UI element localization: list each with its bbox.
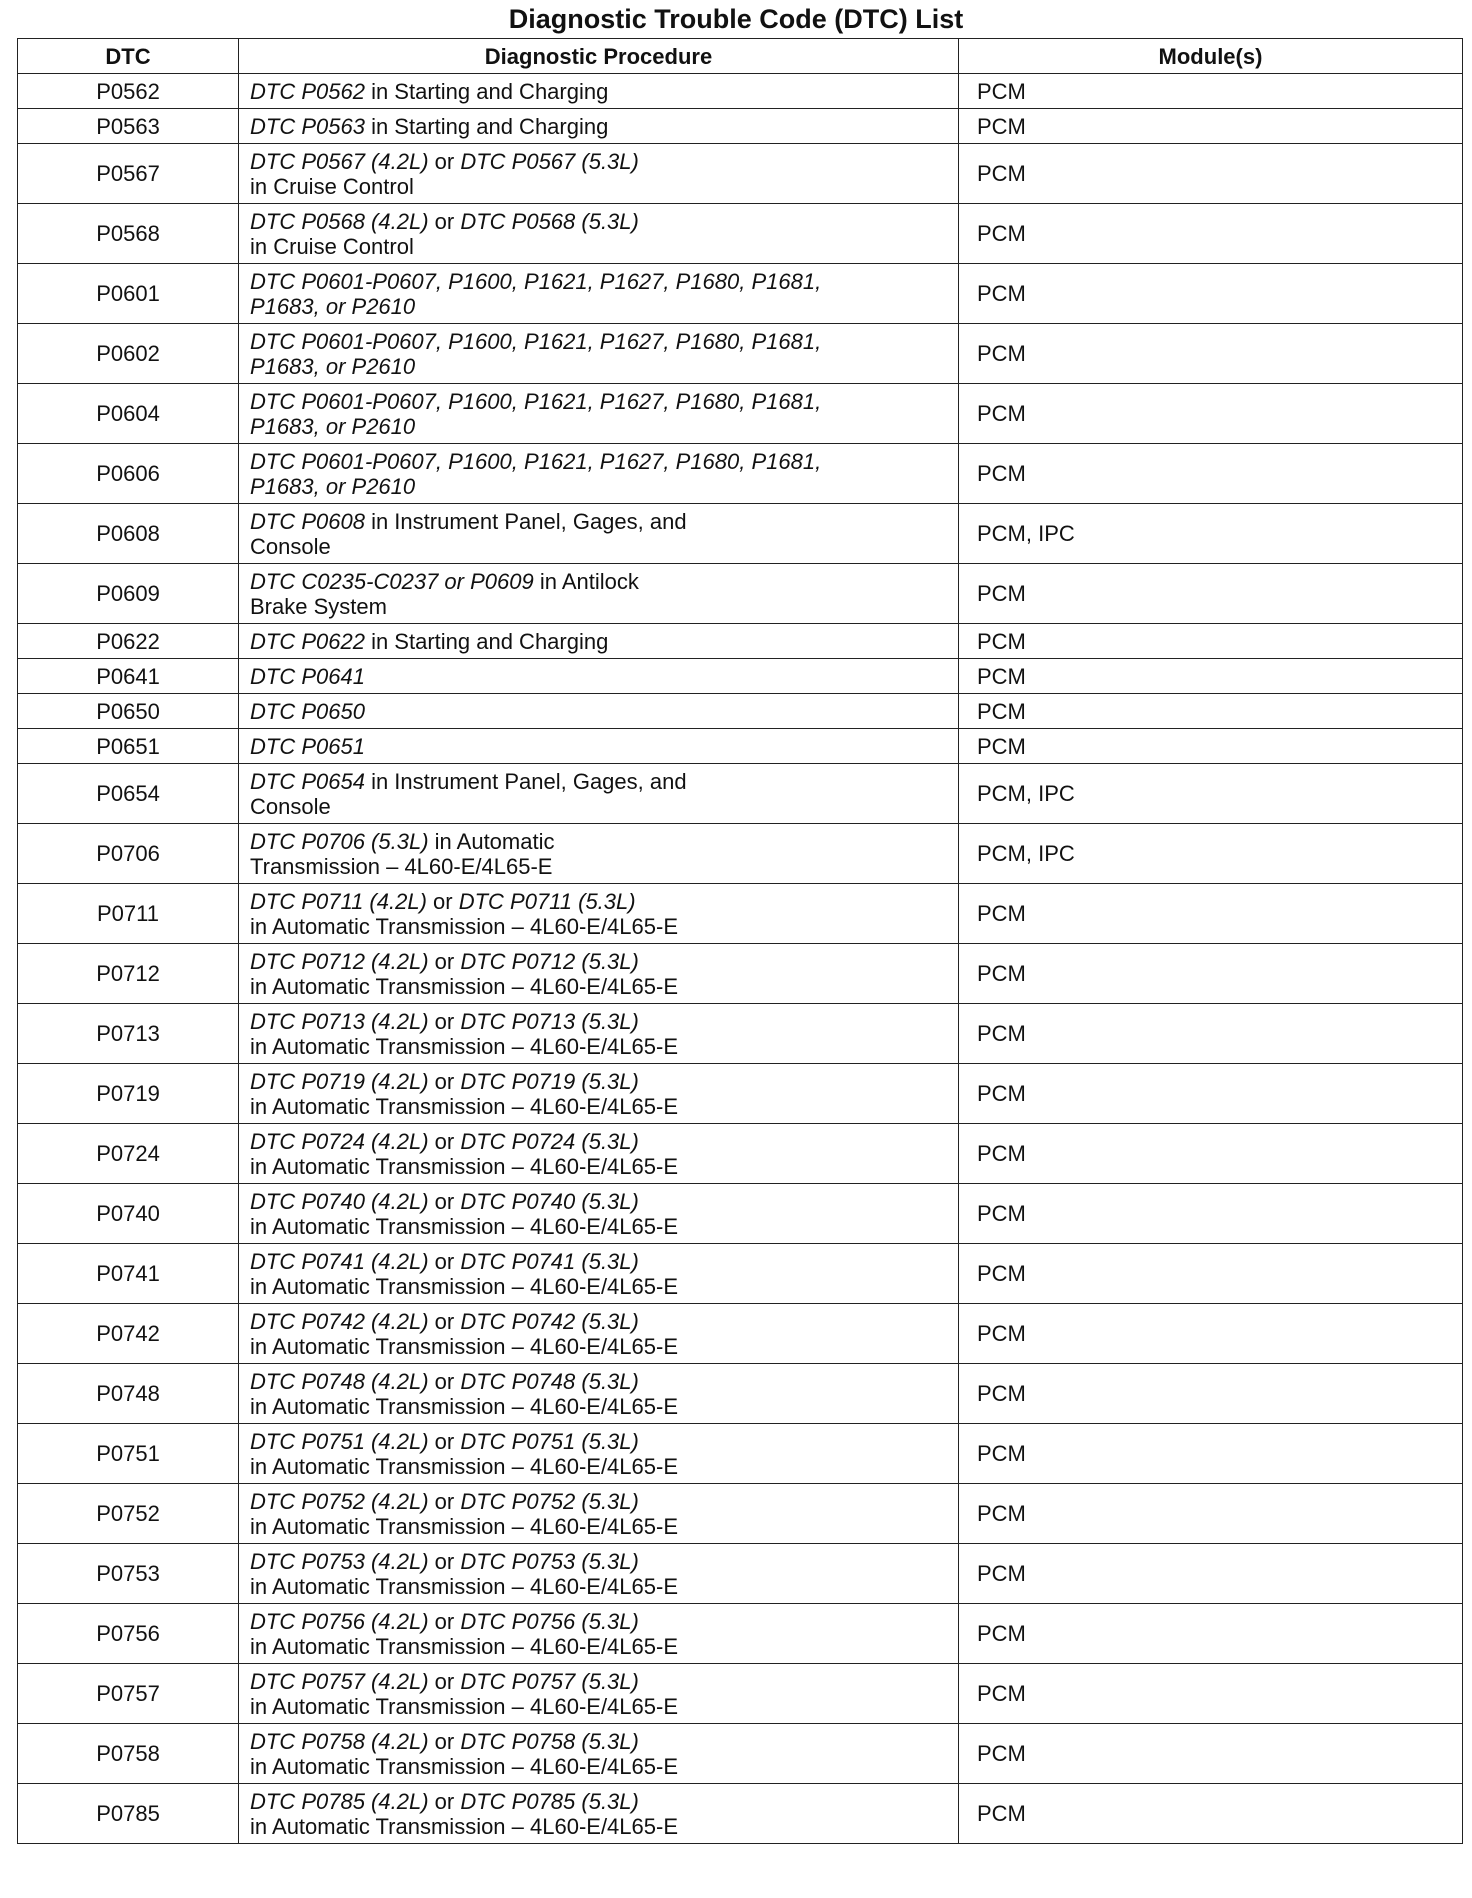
procedure-reference: DTC P0752 (4.2L): [250, 1488, 429, 1514]
procedure-reference: DTC P0711 (5.3L): [458, 888, 636, 914]
table-row: [18, 324, 1463, 384]
procedure-reference: DTC P0711 (4.2L): [250, 888, 427, 914]
procedure-reference: DTC P0712 (5.3L): [460, 948, 639, 974]
procedure-text: in Automatic Transmission – 4L60-E/4L65-E: [250, 1693, 679, 1719]
diagnostic-procedure: [239, 659, 959, 694]
procedure-text: or: [428, 1248, 461, 1274]
procedure-reference: DTC P0756 (5.3L): [460, 1608, 639, 1634]
procedure-text: in Instrument Panel, Gages, and Console: [250, 508, 687, 559]
procedure-reference: DTC P0751 (5.3L): [460, 1428, 639, 1454]
modules: PCM: [959, 324, 1463, 384]
table-row: [18, 1724, 1463, 1784]
dtc-code: P0756: [18, 1604, 239, 1664]
diagnostic-procedure: [239, 109, 959, 144]
dtc-code: P0740: [18, 1184, 239, 1244]
diagnostic-procedure: [239, 1544, 959, 1604]
modules: PCM: [959, 729, 1463, 764]
table-row: [18, 1064, 1463, 1124]
procedure-text: in Automatic Transmission – 4L60-E/4L65-E: [250, 1453, 679, 1479]
procedure-reference: DTC P0741 (5.3L): [460, 1248, 639, 1274]
table-row: [18, 1664, 1463, 1724]
page-title: Diagnostic Trouble Code (DTC) List: [508, 4, 964, 34]
table-row: [18, 384, 1463, 444]
modules: PCM: [959, 1064, 1463, 1124]
dtc-code: P0719: [18, 1064, 239, 1124]
modules: PCM: [959, 1124, 1463, 1184]
procedure-reference: DTC P0741 (4.2L): [250, 1248, 429, 1274]
dtc-code: P0563: [18, 109, 239, 144]
dtc-code: P0752: [18, 1484, 239, 1544]
procedure-text: in Antilock Brake System: [250, 568, 639, 619]
table-row: [18, 624, 1463, 659]
procedure-reference: DTC P0785 (4.2L): [250, 1788, 429, 1814]
dtc-code: P0713: [18, 1004, 239, 1064]
diagnostic-procedure: [239, 74, 959, 109]
table-row: [18, 264, 1463, 324]
procedure-text: or: [428, 1368, 461, 1394]
dtc-code: P0753: [18, 1544, 239, 1604]
table-row: [18, 1784, 1463, 1844]
table-row: [18, 1244, 1463, 1304]
procedure-reference: DTC P0641: [250, 663, 365, 689]
procedure-text: in Automatic Transmission – 4L60-E/4L65-E: [250, 828, 555, 879]
diagnostic-procedure: [239, 144, 959, 204]
dtc-code: P0757: [18, 1664, 239, 1724]
procedure-text: or: [428, 1788, 461, 1814]
procedure-text: or: [428, 1188, 461, 1214]
modules: PCM: [959, 659, 1463, 694]
dtc-code: P0568: [18, 204, 239, 264]
procedure-reference: DTC P0568 (5.3L): [460, 208, 639, 234]
procedure-text: in Cruise Control: [250, 173, 414, 199]
diagnostic-procedure: [239, 204, 959, 264]
table-header-row: [18, 39, 1463, 74]
procedure-reference: DTC P0601-P0607, P1600, P1621, P1627, P1680, P1681, P1683, or P2610: [250, 448, 822, 499]
diagnostic-procedure: [239, 1124, 959, 1184]
procedure-text: in Automatic Transmission – 4L60-E/4L65-E: [250, 1813, 679, 1839]
table-row: [18, 1364, 1463, 1424]
modules: PCM: [959, 624, 1463, 659]
procedure-reference: DTC P0567 (5.3L): [460, 148, 639, 174]
dtc-code: P0742: [18, 1304, 239, 1364]
procedure-text: or: [428, 1128, 461, 1154]
table-row: [18, 1184, 1463, 1244]
procedure-text: in Starting and Charging: [364, 113, 609, 139]
procedure-text: in Automatic Transmission – 4L60-E/4L65-E: [250, 1213, 679, 1239]
table-row: [18, 824, 1463, 884]
table-row: [18, 1304, 1463, 1364]
dtc-code: P0751: [18, 1424, 239, 1484]
dtc-code: P0711: [18, 884, 239, 944]
header-modules: Module(s): [959, 39, 1463, 74]
dtc-code: P0651: [18, 729, 239, 764]
modules: PCM: [959, 1304, 1463, 1364]
procedure-text: in Automatic Transmission – 4L60-E/4L65-E: [250, 1573, 679, 1599]
modules: PCM: [959, 694, 1463, 729]
table-row: [18, 1604, 1463, 1664]
diagnostic-procedure: [239, 944, 959, 1004]
procedure-reference: DTC P0748 (5.3L): [460, 1368, 639, 1394]
dtc-code: P0622: [18, 624, 239, 659]
diagnostic-procedure: [239, 384, 959, 444]
table-row: [18, 144, 1463, 204]
table-row: [18, 1124, 1463, 1184]
modules: PCM: [959, 204, 1463, 264]
procedure-reference: DTC C0235-C0237 or P0609: [250, 568, 534, 594]
modules: PCM: [959, 109, 1463, 144]
procedure-text: or: [428, 1428, 461, 1454]
diagnostic-procedure: [239, 1784, 959, 1844]
table-row: [18, 504, 1463, 564]
modules: PCM: [959, 144, 1463, 204]
procedure-reference: DTC P0601-P0607, P1600, P1621, P1627, P1680, P1681, P1683, or P2610: [250, 328, 822, 379]
procedure-reference: DTC P0622: [250, 628, 365, 654]
procedure-text: in Automatic Transmission – 4L60-E/4L65-E: [250, 1333, 679, 1359]
procedure-reference: DTC P0706 (5.3L): [250, 828, 429, 854]
diagnostic-procedure: [239, 564, 959, 624]
procedure-text: or: [428, 1308, 461, 1334]
table-row: [18, 729, 1463, 764]
diagnostic-procedure: [239, 1244, 959, 1304]
procedure-text: or: [428, 208, 461, 234]
procedure-reference: DTC P0751 (4.2L): [250, 1428, 429, 1454]
table-row: [18, 884, 1463, 944]
modules: PCM, IPC: [959, 824, 1463, 884]
diagnostic-procedure: [239, 729, 959, 764]
procedure-text: or: [428, 148, 461, 174]
dtc-code: P0724: [18, 1124, 239, 1184]
procedure-text: in Cruise Control: [250, 233, 414, 259]
dtc-code: P0748: [18, 1364, 239, 1424]
procedure-reference: DTC P0724 (5.3L): [460, 1128, 639, 1154]
modules: PCM: [959, 384, 1463, 444]
procedure-reference: DTC P0724 (4.2L): [250, 1128, 429, 1154]
procedure-reference: DTC P0740 (5.3L): [460, 1188, 639, 1214]
procedure-text: or: [428, 1488, 461, 1514]
procedure-reference: DTC P0758 (5.3L): [460, 1728, 639, 1754]
procedure-reference: DTC P0563: [250, 113, 365, 139]
modules: PCM: [959, 1724, 1463, 1784]
dtc-code: P0641: [18, 659, 239, 694]
table-row: [18, 444, 1463, 504]
table-row: [18, 74, 1463, 109]
dtc-code: P0706: [18, 824, 239, 884]
dtc-code: P0785: [18, 1784, 239, 1844]
modules: PCM: [959, 1484, 1463, 1544]
table-row: [18, 944, 1463, 1004]
procedure-reference: DTC P0567 (4.2L): [250, 148, 429, 174]
procedure-text: in Instrument Panel, Gages, and Console: [250, 768, 687, 819]
procedure-reference: DTC P0719 (4.2L): [250, 1068, 429, 1094]
diagnostic-procedure: [239, 324, 959, 384]
procedure-reference: DTC P0757 (5.3L): [460, 1668, 639, 1694]
procedure-reference: DTC P0601-P0607, P1600, P1621, P1627, P1680, P1681, P1683, or P2610: [250, 268, 822, 319]
dtc-code: P0608: [18, 504, 239, 564]
modules: PCM: [959, 1784, 1463, 1844]
procedure-text: or: [428, 1008, 461, 1034]
procedure-reference: DTC P0742 (5.3L): [460, 1308, 639, 1334]
procedure-text: in Automatic Transmission – 4L60-E/4L65-E: [250, 1093, 679, 1119]
modules: PCM: [959, 1544, 1463, 1604]
procedure-reference: DTC P0756 (4.2L): [250, 1608, 429, 1634]
dtc-code: P0758: [18, 1724, 239, 1784]
modules: PCM: [959, 444, 1463, 504]
diagnostic-procedure: [239, 824, 959, 884]
procedure-text: in Automatic Transmission – 4L60-E/4L65-E: [250, 1753, 679, 1779]
modules: PCM: [959, 1004, 1463, 1064]
table-row: [18, 1004, 1463, 1064]
dtc-code: P0567: [18, 144, 239, 204]
procedure-reference: DTC P0785 (5.3L): [460, 1788, 639, 1814]
procedure-text: or: [428, 1728, 461, 1754]
diagnostic-procedure: [239, 1604, 959, 1664]
modules: PCM, IPC: [959, 764, 1463, 824]
procedure-text: or: [428, 1548, 461, 1574]
modules: PCM: [959, 1244, 1463, 1304]
modules: PCM: [959, 74, 1463, 109]
table-row: [18, 1424, 1463, 1484]
table-row: [18, 659, 1463, 694]
dtc-code: P0604: [18, 384, 239, 444]
procedure-reference: DTC P0601-P0607, P1600, P1621, P1627, P1680, P1681, P1683, or P2610: [250, 388, 822, 439]
procedure-reference: DTC P0650: [250, 698, 365, 724]
header-diagnostic-procedure: Diagnostic Procedure: [239, 39, 959, 74]
modules: PCM: [959, 1664, 1463, 1724]
procedure-text: in Automatic Transmission – 4L60-E/4L65-E: [250, 1393, 679, 1419]
procedure-reference: DTC P0713 (5.3L): [460, 1008, 639, 1034]
table-row: [18, 694, 1463, 729]
diagnostic-procedure: [239, 764, 959, 824]
procedure-text: in Automatic Transmission – 4L60-E/4L65-E: [250, 1273, 679, 1299]
modules: PCM: [959, 1364, 1463, 1424]
modules: PCM, IPC: [959, 504, 1463, 564]
procedure-text: or: [428, 948, 461, 974]
modules: PCM: [959, 944, 1463, 1004]
procedure-text: in Automatic Transmission – 4L60-E/4L65-E: [250, 1033, 679, 1059]
modules: PCM: [959, 1184, 1463, 1244]
diagnostic-procedure: [239, 264, 959, 324]
diagnostic-procedure: [239, 694, 959, 729]
procedure-reference: DTC P0758 (4.2L): [250, 1728, 429, 1754]
modules: PCM: [959, 1604, 1463, 1664]
dtc-code: P0609: [18, 564, 239, 624]
procedure-reference: DTC P0562: [250, 78, 365, 104]
procedure-text: or: [426, 888, 459, 914]
dtc-code: P0654: [18, 764, 239, 824]
diagnostic-procedure: [239, 1724, 959, 1784]
procedure-reference: DTC P0713 (4.2L): [250, 1008, 429, 1034]
table-row: [18, 564, 1463, 624]
procedure-reference: DTC P0651: [250, 733, 365, 759]
procedure-text: in Starting and Charging: [364, 628, 609, 654]
procedure-reference: DTC P0740 (4.2L): [250, 1188, 429, 1214]
diagnostic-procedure: [239, 1004, 959, 1064]
procedure-reference: DTC P0712 (4.2L): [250, 948, 429, 974]
procedure-reference: DTC P0753 (5.3L): [460, 1548, 639, 1574]
dtc-table: [17, 38, 1463, 1844]
modules: PCM: [959, 1424, 1463, 1484]
procedure-reference: DTC P0568 (4.2L): [250, 208, 429, 234]
diagnostic-procedure: [239, 1484, 959, 1544]
procedure-text: in Automatic Transmission – 4L60-E/4L65-E: [250, 1153, 679, 1179]
procedure-text: or: [428, 1668, 461, 1694]
diagnostic-procedure: [239, 884, 959, 944]
dtc-code: P0562: [18, 74, 239, 109]
procedure-reference: DTC P0748 (4.2L): [250, 1368, 429, 1394]
table-row: [18, 109, 1463, 144]
dtc-code: P0602: [18, 324, 239, 384]
procedure-text: in Automatic Transmission – 4L60-E/4L65-E: [250, 973, 679, 999]
procedure-reference: DTC P0742 (4.2L): [250, 1308, 429, 1334]
table-row: [18, 204, 1463, 264]
diagnostic-procedure: [239, 1364, 959, 1424]
dtc-code: P0741: [18, 1244, 239, 1304]
diagnostic-procedure: [239, 1424, 959, 1484]
modules: PCM: [959, 264, 1463, 324]
modules: PCM: [959, 884, 1463, 944]
procedure-reference: DTC P0654: [250, 768, 365, 794]
procedure-reference: DTC P0752 (5.3L): [460, 1488, 639, 1514]
modules: PCM: [959, 564, 1463, 624]
dtc-code: P0712: [18, 944, 239, 1004]
table-body: [18, 74, 1463, 1844]
diagnostic-procedure: [239, 1664, 959, 1724]
header-dtc: DTC: [18, 39, 239, 74]
procedure-reference: DTC P0719 (5.3L): [460, 1068, 639, 1094]
diagnostic-procedure: [239, 1064, 959, 1124]
procedure-text: in Starting and Charging: [364, 78, 609, 104]
procedure-reference: DTC P0757 (4.2L): [250, 1668, 429, 1694]
procedure-text: in Automatic Transmission – 4L60-E/4L65-E: [250, 1633, 679, 1659]
dtc-code: P0650: [18, 694, 239, 729]
table-row: [18, 764, 1463, 824]
procedure-text: in Automatic Transmission – 4L60-E/4L65-E: [250, 1513, 679, 1539]
procedure-text: or: [428, 1068, 461, 1094]
diagnostic-procedure: [239, 444, 959, 504]
dtc-code: P0601: [18, 264, 239, 324]
diagnostic-procedure: [239, 624, 959, 659]
diagnostic-procedure: [239, 1184, 959, 1244]
diagnostic-procedure: [239, 504, 959, 564]
procedure-reference: DTC P0753 (4.2L): [250, 1548, 429, 1574]
procedure-text: in Automatic Transmission – 4L60-E/4L65-E: [250, 913, 679, 939]
dtc-code: P0606: [18, 444, 239, 504]
table-row: [18, 1484, 1463, 1544]
table-row: [18, 1544, 1463, 1604]
diagnostic-procedure: [239, 1304, 959, 1364]
procedure-text: or: [428, 1608, 461, 1634]
procedure-reference: DTC P0608: [250, 508, 365, 534]
